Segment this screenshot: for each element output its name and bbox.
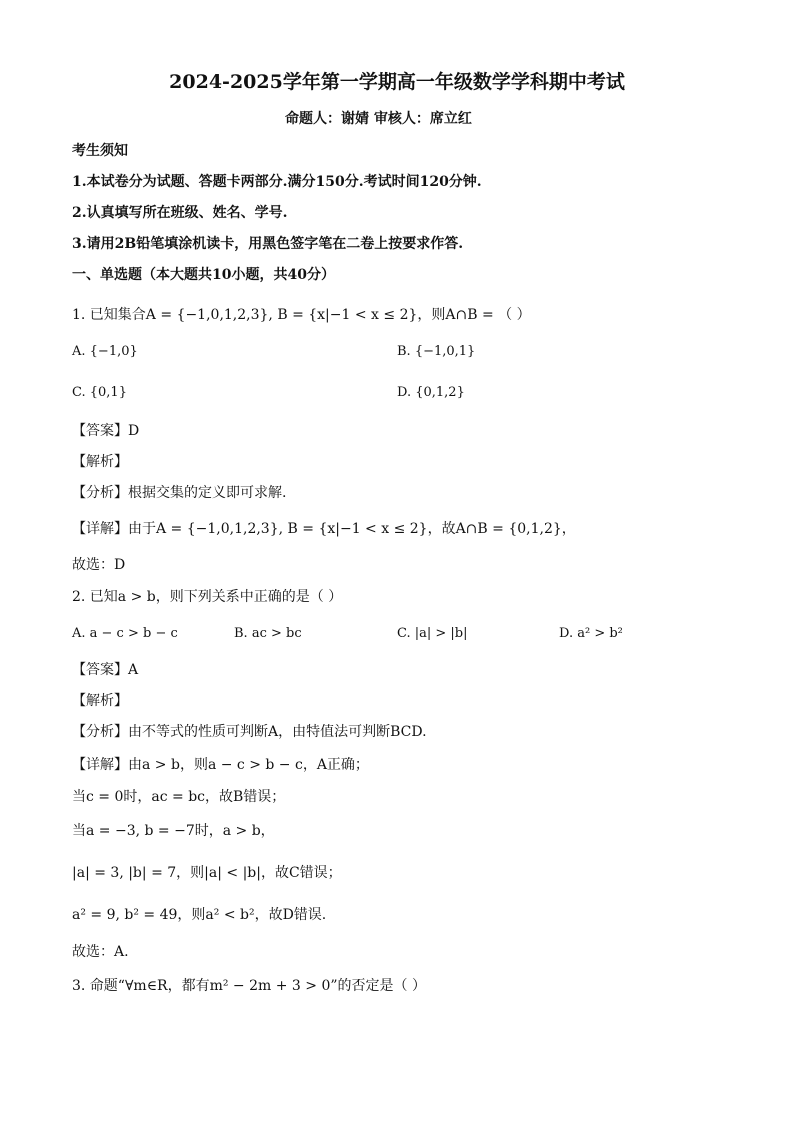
q2-choice: 故选：A.: [72, 944, 129, 960]
q1-option-d: D. {0,1,2}: [397, 385, 465, 400]
q2-fenxi: 【分析】由不等式的性质可判断A，由特值法可判断BCD.: [72, 724, 427, 740]
q1-option-b: B. {−1,0,1}: [397, 344, 476, 359]
q1-answer: 【答案】D: [72, 423, 140, 439]
q1-option-c: C. {0,1}: [72, 385, 127, 400]
q2-line-3: |a| = 3, |b| = 7，则|a| < |b|，故C错误；: [72, 865, 342, 881]
page-title: 2024-2025学年第一学期高一年级数学学科期中考试: [169, 71, 625, 93]
q2-detail: 【详解】由a > b，则a − c > b − c，A正确；: [72, 757, 369, 773]
q1-choice: 故选：D: [72, 557, 126, 573]
q2-line-4: a² = 9, b² = 49，则a² < b²，故D错误.: [72, 907, 327, 923]
q2-option-d: D. a² > b²: [559, 626, 623, 641]
authors-line: 命题人：谢婧 审核人：席立红: [285, 111, 472, 127]
q2-line-2: 当a = −3, b = −7时，a > b，: [72, 823, 275, 839]
notice-item-3: 3.请用2B铅笔填涂机读卡，用黑色签字笔在二卷上按要求作答.: [72, 236, 464, 252]
q1-analysis: 【解析】: [72, 454, 128, 470]
section-heading: 一、单选题（本大题共10小题，共40分）: [72, 267, 335, 283]
q1-fenxi: 【分析】根据交集的定义即可求解.: [72, 485, 287, 501]
q2-stem: 2. 已知a > b，则下列关系中正确的是（ ）: [72, 589, 343, 605]
notice-item-1: 1.本试卷分为试题、答题卡两部分.满分150分.考试时间120分钟.: [72, 174, 482, 190]
q2-analysis: 【解析】: [72, 693, 128, 709]
q1-detail: 【详解】由于A = {−1,0,1,2,3}, B = {x|−1 < x ≤ 2}，故A∩B = {0,1,2}，: [72, 521, 576, 537]
q1-option-a: A. {−1,0}: [72, 344, 138, 359]
q2-line-1: 当c = 0时，ac = bc，故B错误；: [72, 789, 286, 805]
q2-answer: 【答案】A: [72, 662, 139, 678]
q1-stem: 1. 已知集合A = {−1,0,1,2,3}, B = {x|−1 < x ≤ 2}，则A∩B = （ ）: [72, 307, 531, 323]
q2-option-a: A. a − c > b − c: [72, 626, 178, 641]
notice-item-2: 2.认真填写所在班级、姓名、学号.: [72, 205, 288, 221]
q2-option-c: C. |a| > |b|: [397, 626, 468, 641]
notice-heading: 考生须知: [72, 143, 128, 159]
q3-stem: 3. 命题“∀m∈R，都有m² − 2m + 3 > 0”的否定是（ ）: [72, 978, 426, 994]
q2-option-b: B. ac > bc: [234, 626, 302, 641]
